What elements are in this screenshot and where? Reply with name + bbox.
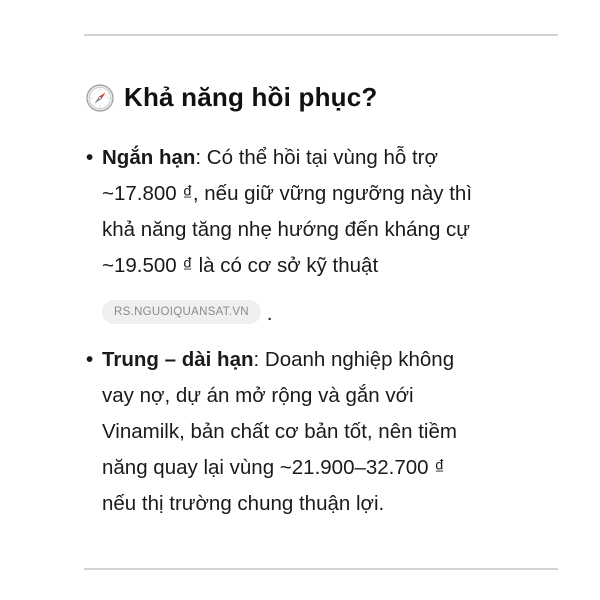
source-link-pill[interactable]: RS.NGUOIQUANSAT.VN bbox=[102, 300, 261, 324]
item-line: nếu thị trường chung thuận lợi. bbox=[102, 492, 385, 515]
list-item-long-term bbox=[86, 342, 556, 522]
bullet: • bbox=[86, 146, 94, 169]
item-label: Ngắn hạn bbox=[102, 146, 196, 169]
item-line: Vinamilk, bản chất cơ bản tốt, nên tiềm bbox=[102, 420, 457, 443]
item-line: Doanh nghiệp không bbox=[259, 348, 455, 371]
top-divider bbox=[84, 34, 558, 36]
list-item-short-term bbox=[86, 140, 556, 324]
item-line: Có thể hồi tại vùng hỗ trợ bbox=[201, 146, 438, 169]
item-colon: : bbox=[195, 146, 202, 169]
item-line: năng quay lại vùng ~21.900–32.700 ₫ bbox=[102, 456, 445, 479]
item-text bbox=[102, 140, 556, 284]
item-line: ~19.500 ₫ là có cơ sở kỹ thuật bbox=[102, 254, 379, 277]
bullet-list bbox=[86, 140, 556, 522]
source-trailer: . bbox=[266, 303, 273, 325]
item-line: ~17.800 ₫, nếu giữ vững ngưỡng này thì bbox=[102, 182, 473, 205]
section-heading bbox=[86, 82, 377, 113]
bottom-divider bbox=[84, 568, 558, 570]
source-row bbox=[102, 284, 556, 324]
item-line: khả năng tăng nhẹ hướng đến kháng cự bbox=[102, 218, 471, 241]
item-colon: : bbox=[253, 348, 260, 371]
heading-title: Khả năng hồi phục? bbox=[124, 82, 378, 112]
item-label: Trung – dài hạn bbox=[102, 348, 254, 371]
item-line: vay nợ, dự án mở rộng và gắn với bbox=[102, 384, 414, 407]
item-text bbox=[102, 342, 556, 522]
bullet: • bbox=[86, 348, 94, 371]
compass-icon bbox=[86, 84, 114, 112]
